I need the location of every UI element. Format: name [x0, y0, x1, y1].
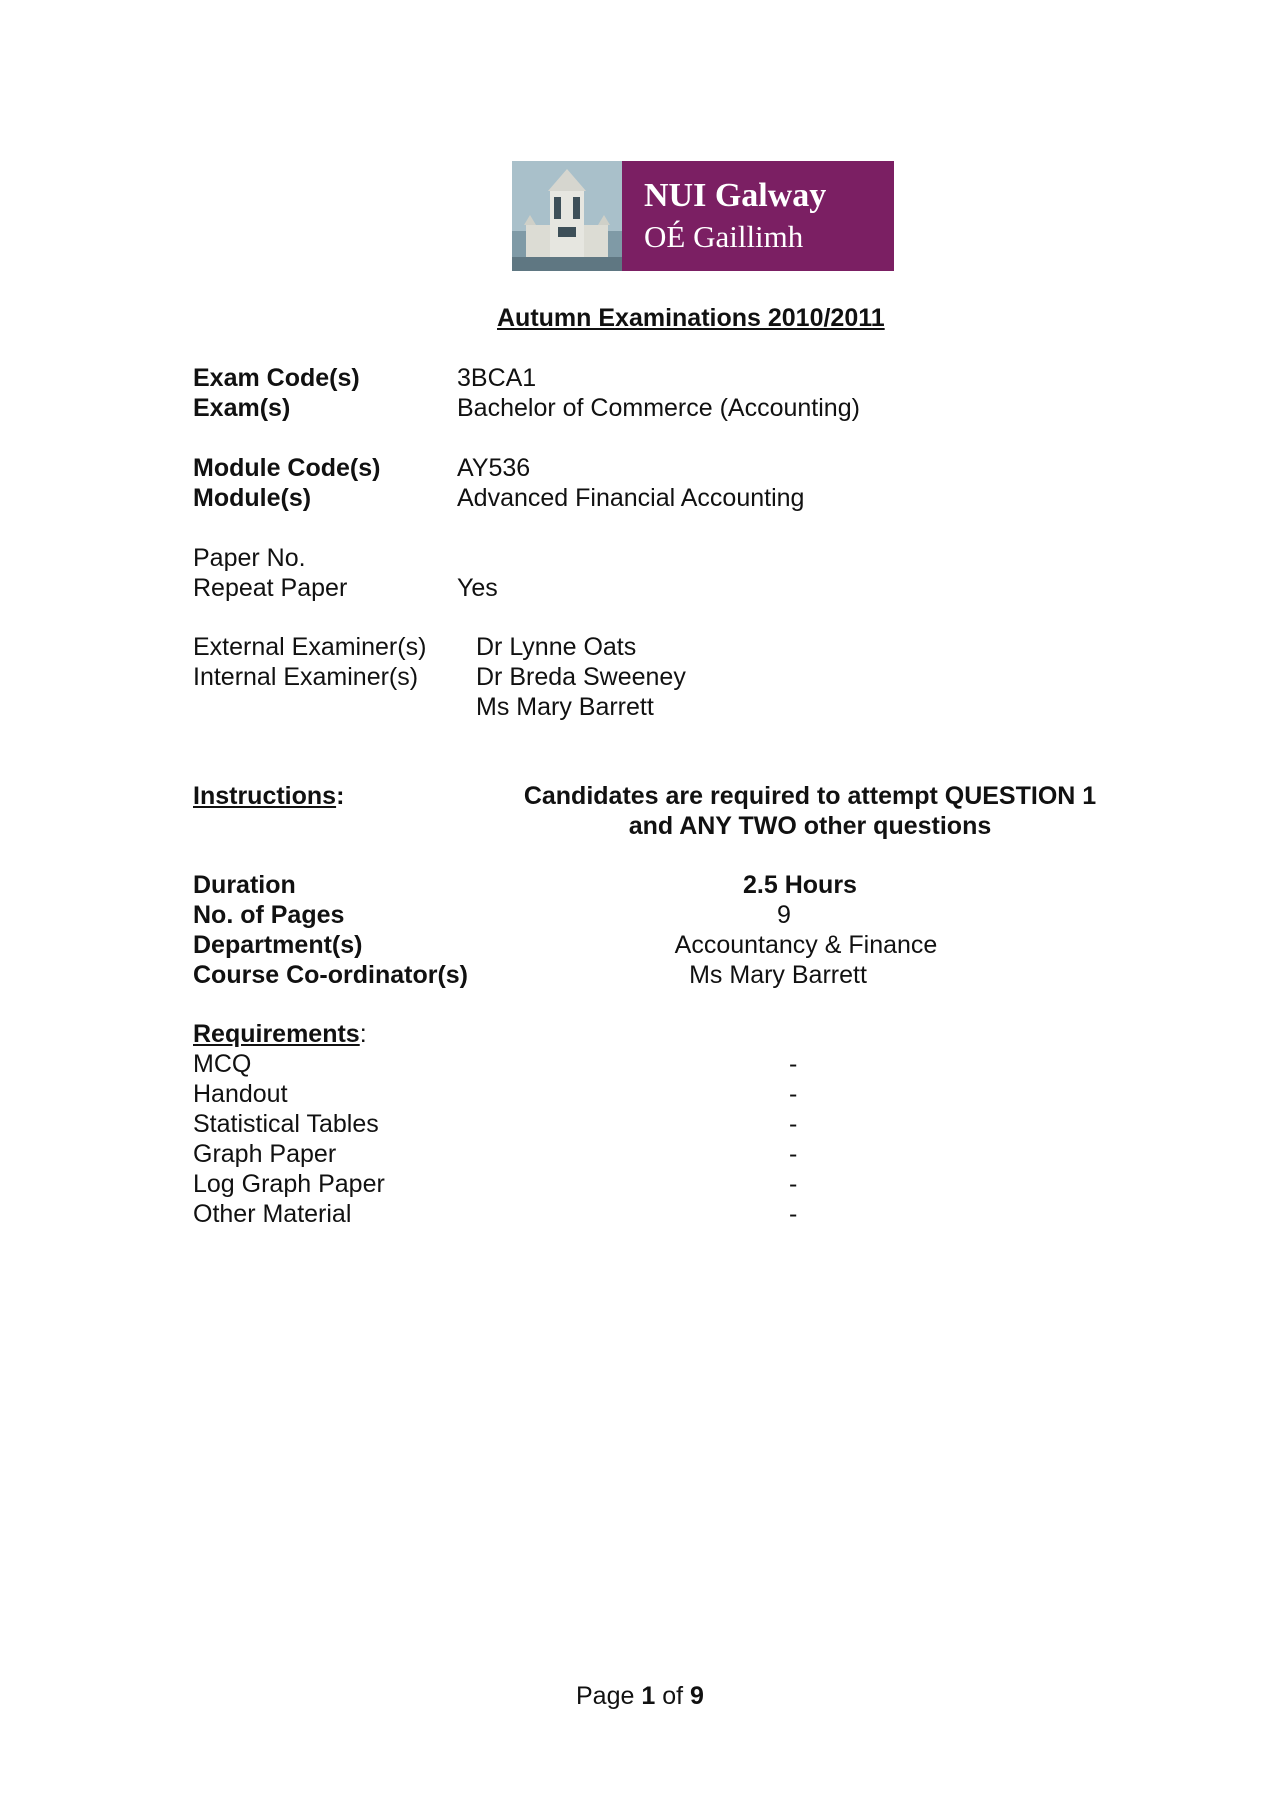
instructions-line-2: and ANY TWO other questions: [628, 812, 992, 840]
page-prefix: Page: [576, 1682, 635, 1710]
requirements-label: Requirements: [193, 1020, 360, 1048]
external-examiner-value: Dr Lynne Oats: [476, 633, 637, 661]
university-logo: [512, 161, 894, 271]
requirement-value: -: [789, 1200, 798, 1228]
page-number: [576, 1681, 704, 1711]
instructions-colon: :: [336, 782, 345, 810]
external-examiners-label: External Examiner(s): [193, 633, 427, 661]
coordinator-label: Course Co-ordinator(s): [193, 961, 468, 989]
pages-value: 9: [777, 901, 791, 929]
page-current: 1: [641, 1682, 656, 1710]
instructions-label: Instructions: [193, 782, 337, 810]
clock-tower-image: [512, 161, 622, 271]
requirement-value: -: [789, 1080, 798, 1108]
exams-value: Bachelor of Commerce (Accounting): [457, 394, 860, 422]
logo-name-irish: OÉ Gaillimh: [644, 219, 804, 254]
department-label: Department(s): [193, 931, 363, 959]
duration-value: 2.5 Hours: [743, 871, 857, 899]
instructions-line-1: Candidates are required to attempt QUESTION 1: [523, 782, 1097, 810]
instructions-heading: [193, 781, 344, 811]
internal-examiner-value: Dr Breda Sweeney: [476, 663, 686, 691]
repeat-paper-label: Repeat Paper: [193, 574, 348, 602]
requirement-label: Statistical Tables: [193, 1110, 379, 1138]
logo-name-english: NUI Galway: [644, 177, 827, 214]
requirement-label: Other Material: [193, 1200, 352, 1228]
requirement-value: -: [789, 1050, 798, 1078]
requirement-value: -: [789, 1170, 798, 1198]
requirement-label: Log Graph Paper: [193, 1170, 385, 1198]
exam-codes-value: 3BCA1: [457, 364, 537, 392]
modules-label: Module(s): [193, 484, 312, 512]
requirements-heading: [193, 1019, 367, 1049]
requirement-label: Graph Paper: [193, 1140, 337, 1168]
requirements-colon: :: [359, 1020, 367, 1048]
requirement-value: -: [789, 1110, 798, 1138]
internal-examiner-value: Ms Mary Barrett: [476, 693, 654, 721]
internal-examiners-label: Internal Examiner(s): [193, 663, 419, 691]
module-codes-label: Module Code(s): [193, 454, 381, 482]
requirement-label: MCQ: [193, 1050, 252, 1078]
modules-value: Advanced Financial Accounting: [457, 484, 805, 512]
requirement-label: Handout: [193, 1080, 288, 1108]
coordinator-value: Ms Mary Barrett: [689, 961, 867, 989]
department-value: Accountancy & Finance: [674, 931, 938, 959]
pages-label: No. of Pages: [193, 901, 345, 929]
page-total: 9: [690, 1682, 704, 1710]
module-codes-value: AY536: [457, 454, 531, 482]
repeat-paper-value: Yes: [457, 574, 498, 602]
requirement-value: -: [789, 1140, 798, 1168]
exam-codes-label: Exam Code(s): [193, 364, 360, 392]
page-title: Autumn Examinations 2010/2011: [497, 304, 885, 332]
logo-band: [622, 161, 894, 271]
exams-label: Exam(s): [193, 394, 291, 422]
page-of: of: [662, 1682, 684, 1710]
duration-label: Duration: [193, 871, 296, 899]
paper-no-label: Paper No.: [193, 544, 306, 572]
